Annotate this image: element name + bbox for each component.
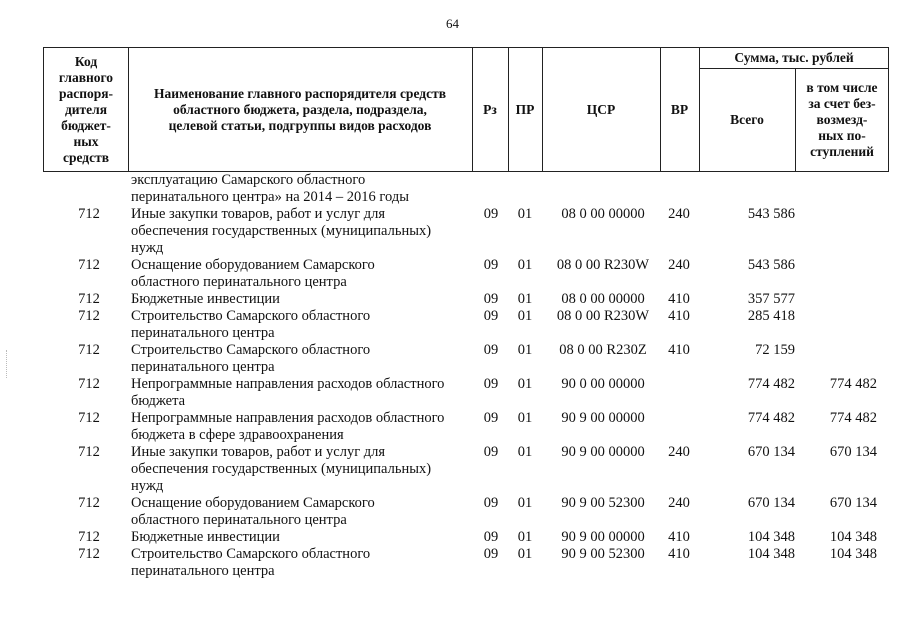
- row-code: 712: [78, 257, 100, 273]
- header-sum: Сумма, тыс. рублей: [734, 50, 854, 65]
- row-name: [131, 529, 473, 546]
- table-row: [43, 546, 889, 580]
- row-pr: 01: [517, 291, 533, 307]
- table-row: [43, 206, 889, 257]
- row-vr: 240: [668, 206, 690, 222]
- row-name: [131, 546, 473, 580]
- row-total: 774 482: [747, 410, 795, 426]
- row-name: [131, 342, 473, 376]
- row-rz: 09: [483, 206, 499, 222]
- row-free: 104 348: [829, 546, 877, 562]
- row-name-line: областного перинатального центра: [131, 512, 347, 528]
- table-row: [43, 172, 889, 206]
- row-name-line: бюджета: [131, 393, 186, 409]
- row-name-line: перинатального центра» на 2014 – 2016 годы: [131, 189, 409, 205]
- row-name: [131, 410, 473, 444]
- row-pr: 01: [517, 342, 533, 358]
- row-code: 712: [78, 546, 100, 562]
- row-name-line: Иные закупки товаров, работ и услуг для: [131, 206, 386, 222]
- table-row: [43, 342, 889, 376]
- row-vr: 240: [668, 257, 690, 273]
- header-free: в том числе за счет без- возмезд- ных по- ступлений: [806, 80, 878, 159]
- row-csr: 90 9 00 00000: [561, 529, 645, 545]
- header-name: Наименование главного распорядителя средств областного бюджета, раздела, подраздела, целевой статьи, подгруппы видов расходов: [153, 86, 446, 133]
- row-free: 104 348: [829, 529, 877, 545]
- row-name-line: обеспечения государственных (муниципальных): [131, 223, 432, 239]
- row-pr: 01: [517, 495, 533, 511]
- row-name: [131, 495, 473, 529]
- row-free: 670 134: [829, 495, 877, 511]
- row-name-line: Строительство Самарского областного: [131, 308, 371, 324]
- row-rz: 09: [483, 529, 499, 545]
- row-csr: 08 0 00 R230W: [556, 308, 650, 324]
- row-pr: 01: [517, 308, 533, 324]
- row-csr: 08 0 00 R230W: [556, 257, 650, 273]
- row-name-line: бюджета в сфере здравоохранения: [131, 427, 344, 443]
- row-rz: 09: [483, 495, 499, 511]
- row-name-line: перинатального центра: [131, 325, 275, 341]
- row-name: [131, 291, 473, 308]
- row-rz: 09: [483, 257, 499, 273]
- row-name-line: обеспечения государственных (муниципальных): [131, 461, 432, 477]
- row-rz: 09: [483, 444, 499, 460]
- row-pr: 01: [517, 444, 533, 460]
- row-rz: 09: [483, 291, 499, 307]
- header-total: Всего: [730, 112, 764, 127]
- row-free: 774 482: [829, 410, 877, 426]
- table-row: [43, 410, 889, 444]
- row-total: 543 586: [747, 206, 795, 222]
- row-name-line: Оснащение оборудованием Самарского: [131, 495, 375, 511]
- row-vr: 240: [668, 495, 690, 511]
- row-rz: 09: [483, 410, 499, 426]
- row-name: [131, 257, 473, 291]
- row-vr: 410: [668, 529, 690, 545]
- row-csr: 08 0 00 00000: [561, 291, 645, 307]
- table-row: [43, 444, 889, 495]
- row-code: 712: [78, 410, 100, 426]
- table-header: [43, 47, 889, 172]
- row-name: [131, 172, 473, 206]
- row-total: 357 577: [747, 291, 795, 307]
- row-code: 712: [78, 495, 100, 511]
- row-csr: 90 9 00 00000: [561, 444, 645, 460]
- row-pr: 01: [517, 376, 533, 392]
- row-name-line: нужд: [131, 240, 164, 256]
- row-name: [131, 206, 473, 257]
- row-name: [131, 308, 473, 342]
- table-row: [43, 376, 889, 410]
- row-csr: 08 0 00 R230Z: [559, 342, 647, 358]
- table-row: [43, 291, 889, 308]
- row-name-line: нужд: [131, 478, 164, 494]
- row-name-line: Оснащение оборудованием Самарского: [131, 257, 375, 273]
- table-row: [43, 257, 889, 291]
- header-csr: ЦСР: [586, 102, 616, 117]
- row-csr: 90 9 00 52300: [561, 495, 645, 511]
- row-total: 285 418: [747, 308, 795, 324]
- row-rz: 09: [483, 376, 499, 392]
- row-total: 670 134: [747, 444, 795, 460]
- row-total: 104 348: [747, 529, 795, 545]
- row-name-line: Бюджетные инвестиции: [131, 291, 280, 307]
- row-total: 670 134: [747, 495, 795, 511]
- row-name-line: областного перинатального центра: [131, 274, 347, 290]
- row-pr: 01: [517, 257, 533, 273]
- row-rz: 09: [483, 342, 499, 358]
- row-pr: 01: [517, 410, 533, 426]
- table-row: [43, 308, 889, 342]
- row-free: 774 482: [829, 376, 877, 392]
- header-code: Код главного распоря- дителя бюджет- ных средств: [58, 54, 114, 165]
- row-vr: 410: [668, 342, 690, 358]
- row-pr: 01: [517, 529, 533, 545]
- row-code: 712: [78, 444, 100, 460]
- header-vr: ВР: [670, 102, 689, 117]
- row-code: 712: [78, 376, 100, 392]
- row-total: 543 586: [747, 257, 795, 273]
- row-rz: 09: [483, 546, 499, 562]
- row-code: 712: [78, 206, 100, 222]
- row-csr: 90 0 00 00000: [561, 376, 645, 392]
- row-name-line: Строительство Самарского областного: [131, 342, 371, 358]
- row-csr: 08 0 00 00000: [561, 206, 645, 222]
- row-vr: 410: [668, 546, 690, 562]
- row-name-line: Непрограммные направления расходов областного: [131, 410, 445, 426]
- row-vr: 410: [668, 291, 690, 307]
- row-pr: 01: [517, 546, 533, 562]
- table-row: [43, 529, 889, 546]
- row-csr: 90 9 00 52300: [561, 546, 645, 562]
- page-number: 64: [446, 16, 459, 31]
- row-name: [131, 376, 473, 410]
- row-name-line: Строительство Самарского областного: [131, 546, 371, 562]
- row-pr: 01: [517, 206, 533, 222]
- row-total: 72 159: [755, 342, 795, 358]
- row-code: 712: [78, 308, 100, 324]
- header-pr: ПР: [515, 102, 535, 117]
- margin-mark: [6, 350, 8, 378]
- row-name: [131, 444, 473, 495]
- row-total: 104 348: [747, 546, 795, 562]
- row-free: 670 134: [829, 444, 877, 460]
- row-name-line: эксплуатацию Самарского областного: [131, 172, 366, 188]
- row-name-line: Непрограммные направления расходов областного: [131, 376, 445, 392]
- row-name-line: перинатального центра: [131, 359, 275, 375]
- row-code: 712: [78, 529, 100, 545]
- table-row: [43, 495, 889, 529]
- row-name-line: перинатального центра: [131, 563, 275, 579]
- row-code: 712: [78, 342, 100, 358]
- row-csr: 90 9 00 00000: [561, 410, 645, 426]
- row-rz: 09: [483, 308, 499, 324]
- row-name-line: Иные закупки товаров, работ и услуг для: [131, 444, 386, 460]
- row-vr: 410: [668, 308, 690, 324]
- row-vr: 240: [668, 444, 690, 460]
- row-code: 712: [78, 291, 100, 307]
- row-total: 774 482: [747, 376, 795, 392]
- row-name-line: Бюджетные инвестиции: [131, 529, 280, 545]
- header-rz: Рз: [483, 102, 497, 117]
